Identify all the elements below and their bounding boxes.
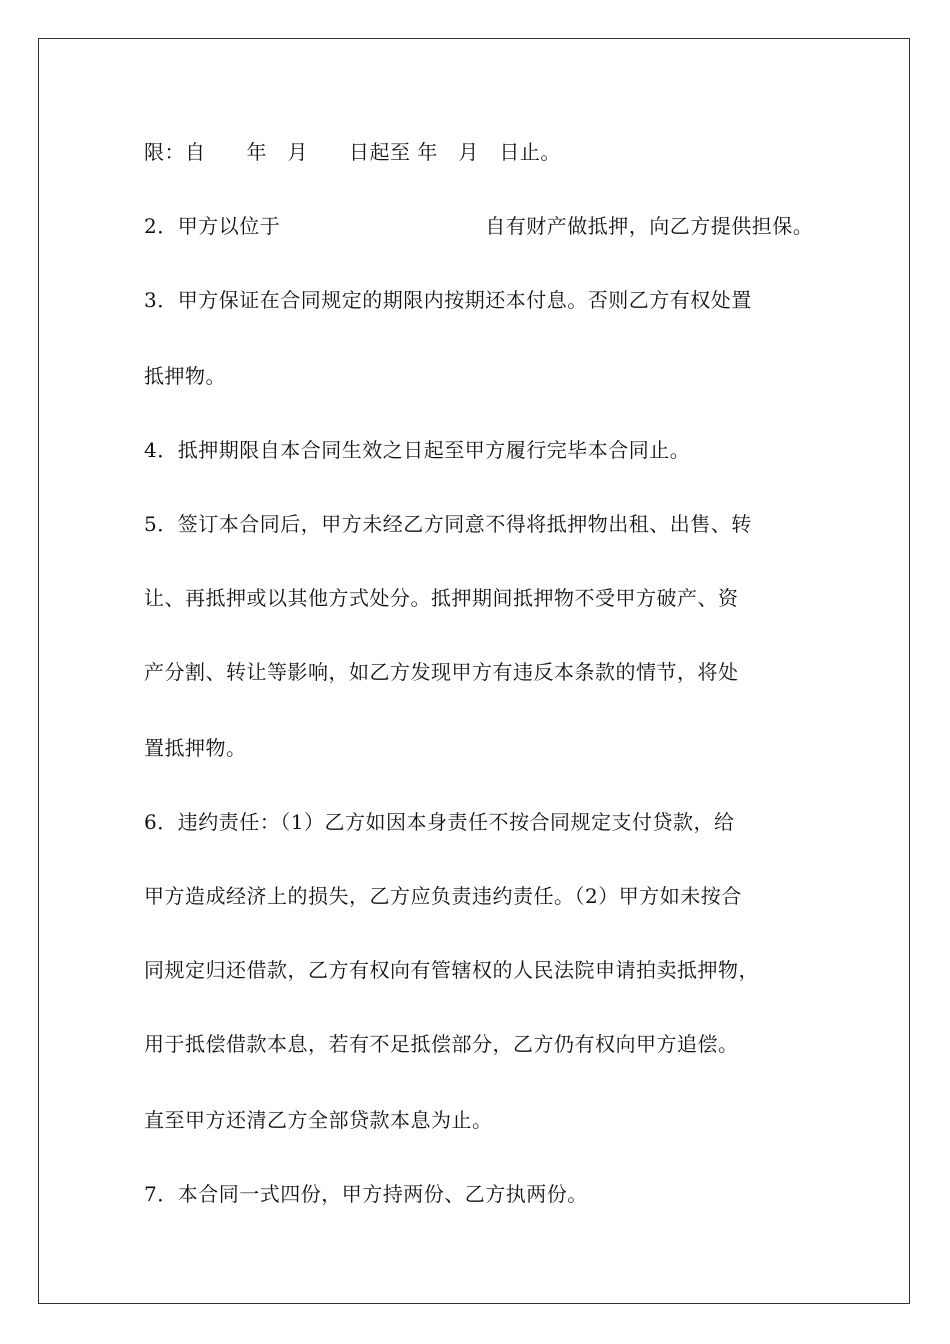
text-line: 限：自 年 月 日起至 年 月 日止。: [144, 140, 561, 164]
text-line: 2．甲方以位于 自有财产做抵押，向乙方提供担保。: [144, 214, 814, 238]
text-line: 7．本合同一式四份，甲方持两份、乙方执两份。: [144, 1182, 588, 1206]
text-line: 5．签订本合同后，甲方未经乙方同意不得将抵押物出租、出售、转: [144, 512, 752, 536]
text-line: 同规定归还借款，乙方有权向有管辖权的人民法院申请拍卖抵押物，: [144, 958, 759, 982]
text-line: 抵押物。: [144, 364, 226, 388]
text-line: 产分割、转让等影响，如乙方发现甲方有违反本条款的情节，将处: [144, 660, 739, 684]
text-line: 置抵押物。: [144, 736, 247, 760]
text-line: 直至甲方还清乙方全部贷款本息为止。: [144, 1108, 493, 1132]
text-line: 让、再抵押或以其他方式处分。抵押期间抵押物不受甲方破产、资: [144, 586, 739, 610]
text-line: 4．抵押期限自本合同生效之日起至甲方履行完毕本合同止。: [144, 438, 691, 462]
text-line: 甲方造成经济上的损失，乙方应负责违约责任。（2）甲方如未按合: [144, 884, 742, 908]
text-line: 用于抵偿借款本息，若有不足抵偿部分，乙方仍有权向甲方追偿。: [144, 1032, 739, 1056]
text-line: 3．甲方保证在合同规定的期限内按期还本付息。否则乙方有权处置: [144, 288, 752, 312]
text-line: 6．违约责任：（1）乙方如因本身责任不按合同规定支付贷款，给: [144, 810, 735, 834]
